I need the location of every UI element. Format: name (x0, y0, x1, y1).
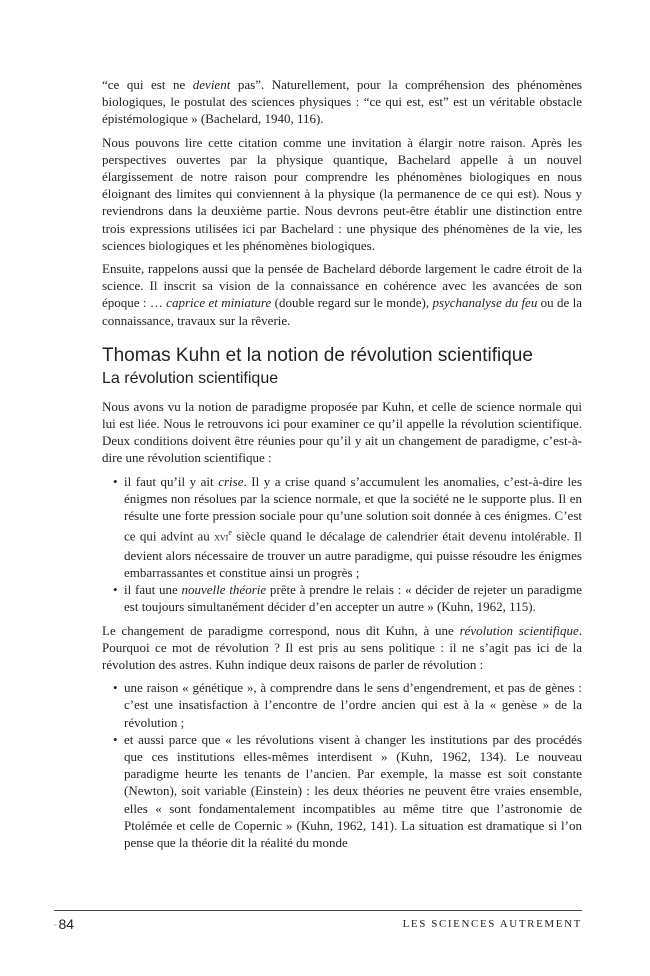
superscript: e (228, 528, 232, 538)
text-run: prête à prendre le relais : « décider de rejeter un paradigme est toujours simultanément décider d’en accepter un autre » (Kuhn, 1962, 115). (124, 582, 582, 615)
paragraph-quote-end (102, 76, 582, 128)
text-run: “ce qui est ne (102, 77, 193, 92)
paragraph-revolution (102, 622, 582, 674)
italic-text: devient (192, 77, 231, 92)
page-marker-icon: ▫ (54, 921, 57, 929)
paragraph-kuhn: Nous avons vu la notion de paradigme proposée par Kuhn, et celle de science normale qui lui est liée. Nous le retrouvons ici pour examiner ce qu’il appelle la révolution scientifique. Deux conditions doivent être réunies pour qu’il y ait un changement de paradigme, c’est-à-dire une révolution scientifique : (102, 398, 582, 466)
footer-rule (54, 910, 582, 911)
text-run: . Il y a crise quand s’accumulent les anomalies, c’est-à-dire les énigmes non résolues par la science normale, et que la société ne le supporte plus. Il en résulte une forte pression sociale pour qu’une solution soit donnée à ces énigmes. C’est ce qui advint au (124, 473, 583, 544)
paragraph-raison: Nous pouvons lire cette citation comme une invitation à élargir notre raison. Après les perspectives ouvertes par la physique quantique, Bachelard appelle à un nouvel élargissement de notre raison pour comprendre les phénomènes biologiques en nous éloignant des limites qui conviennent à la physique (la permanence de ce qui est). Nous y reviendrons dans la deuxième partie. Nous devrons peut-être établir une distinction entre trois expressions utilisées ici par Bachelard : une physique des phénomènes de la vie, les sciences biologiques et les phénomènes biologiques. (102, 134, 582, 253)
text-run: siècle quand le décalage de calendrier était devenu intolérable. Il devient alors nécessaire de trouver un autre paradigme, qui puisse résoudre les énigmes embarrassantes et constitue ainsi un progrès ; (124, 528, 582, 580)
text-run: il faut une (124, 582, 182, 598)
text-run: Ensuite, rappelons aussi que la pensée de Bachelard déborde largement le cadre étroit de la science. Il inscrit sa vision de la connaissance en cohérence avec les avancées de son époque : … (102, 261, 582, 311)
text-run: (double regard sur le monde), (271, 295, 433, 311)
list-item (102, 473, 582, 582)
italic-text: nouvelle théorie (181, 582, 267, 598)
page-number (54, 916, 74, 932)
century-numeral: xvi (214, 531, 229, 544)
text-run: Le changement de paradigme correspond, nous dit Kuhn, à une (102, 622, 460, 638)
page-body (102, 76, 582, 857)
italic-text: crise (218, 473, 244, 489)
page-footer (54, 916, 582, 936)
list-item (102, 581, 582, 615)
italic-text: caprice et miniature (166, 295, 272, 311)
text-run: . Pourquoi ce mot de révolution ? Il est pris au sens politique : il ne s’agit pas ici de la révolution des astres. Kuhn indique deux raisons de parler de révolution : (102, 622, 582, 673)
italic-text: psychanalyse du feu (432, 295, 538, 311)
conditions-list (102, 473, 582, 616)
text-run: pas”. Naturellement, pour la compréhension des phénomènes biologiques, le postulat des sciences physiques : “ce qui est, est” est un véritable obstacle épistémologique » (Bachelard, 1940, 116). (102, 77, 582, 127)
running-head: LES SCIENCES AUTREMENT (402, 918, 582, 930)
subsection-title: La révolution scientifique (102, 369, 279, 387)
list-item: • une raison « génétique », à comprendre dans le sens d’engendrement, et pas de gènes : c’est une insatisfaction à l’encontre de l’ordre ancien qui est à la « genèse » de la révolution ; (102, 679, 582, 731)
section-title: Thomas Kuhn et la notion de révolution scientifique (102, 344, 533, 366)
list-item: • et aussi parce que « les révolutions visent à changer les institutions par des procédés que ces institutions elles-mêmes interdisent » (Kuhn, 1962, 134). Le nouveau paradigme heurte les tenants de l’ancien. Par exemple, la masse est soit constante (Newton), soit variable (Einstein) : les deux théories ne peuvent être vraies ensemble, elles « sont fondamentalement incompatibles au même titre que l’astronomie de Ptolémée et celle de Copernic » (Kuhn, 1962, 141). La situation est dramatique si l’on pense que la théorie dit la réalité du monde (102, 731, 582, 851)
italic-text: révolution scientifique (459, 622, 579, 638)
text-run: ou de la connaissance, travaux sur la rêverie. (102, 295, 582, 328)
reasons-list (102, 679, 582, 851)
paragraph-bachelard (102, 260, 582, 329)
text-run: il faut qu’il y ait (124, 473, 219, 489)
page-number-text: 84 (58, 916, 75, 932)
